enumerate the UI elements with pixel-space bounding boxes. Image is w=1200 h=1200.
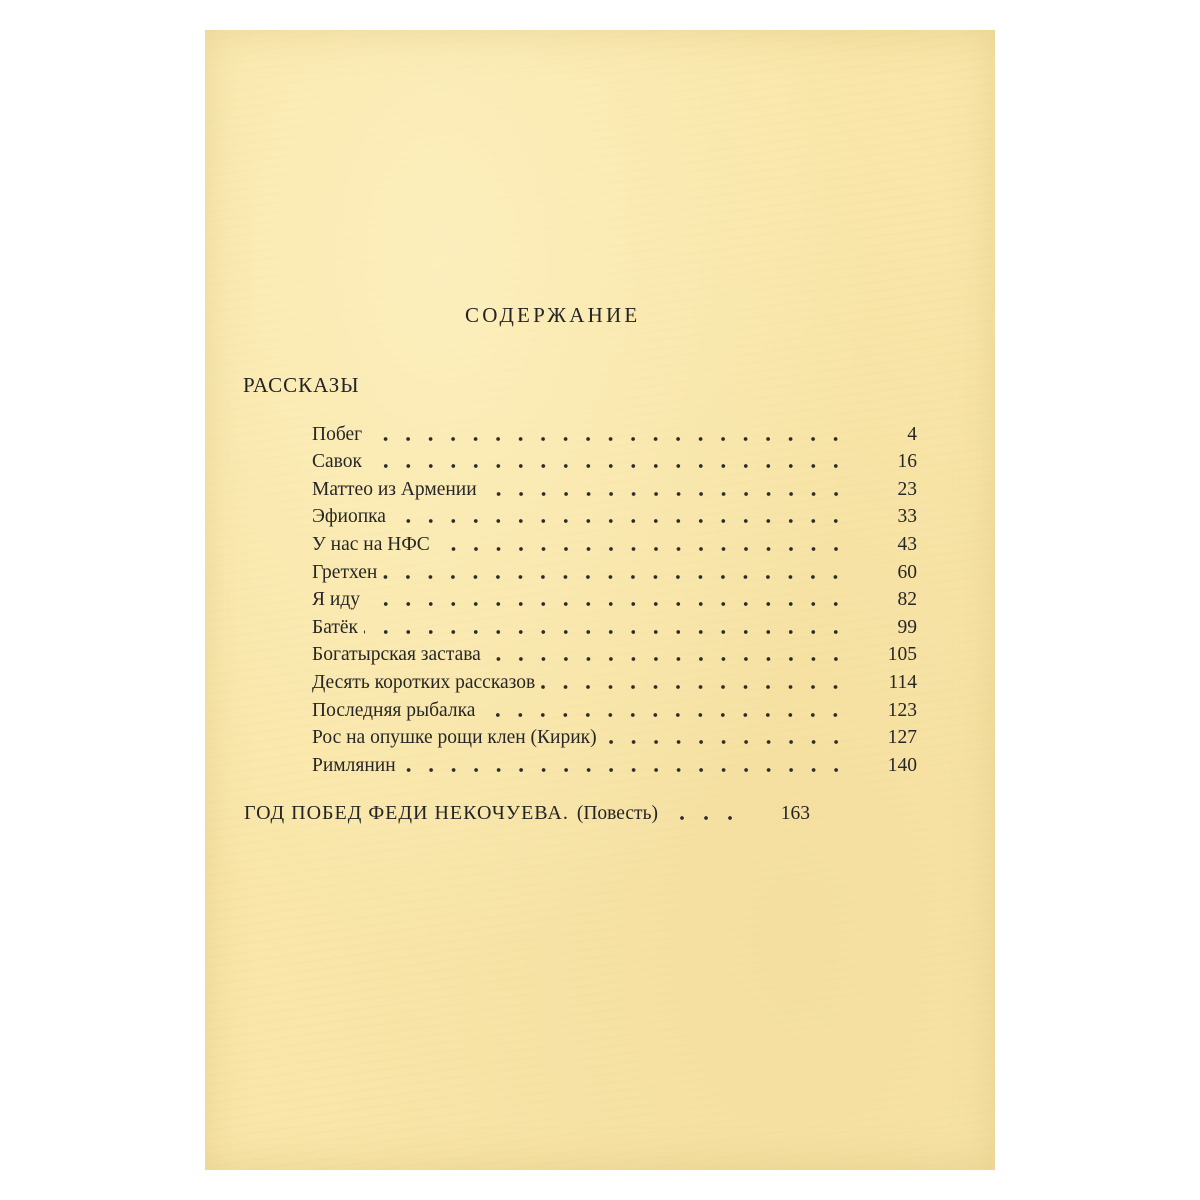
dot-leader: [368, 435, 847, 443]
entry-title: У нас на НФС: [312, 533, 430, 555]
toc-entry: [312, 446, 917, 474]
entry-page-number: 123: [887, 699, 917, 721]
entry-title: Рос на опушке рощи клен (Кирик): [312, 727, 597, 749]
entry-title: Последняя рыбалка: [312, 699, 476, 721]
toc-entry: [312, 639, 917, 667]
entry-title: Римлянин: [312, 754, 396, 776]
toc-entry: [312, 501, 917, 529]
toc-entry-novella: [244, 802, 917, 825]
toc-entry: [312, 694, 917, 722]
entry-title: Гретхен: [312, 561, 378, 583]
entry-page-number: 43: [897, 533, 917, 555]
entry-page-number: 16: [897, 451, 917, 473]
entry-page-number: 140: [887, 754, 917, 776]
dot-leader: [366, 600, 847, 608]
toc-entry: [312, 749, 917, 777]
toc-entry: [312, 611, 917, 639]
entry-title: Савок: [312, 451, 362, 473]
toc-title: СОДЕРЖАНИЕ: [465, 303, 641, 327]
dot-leader: [364, 628, 847, 636]
entry-page-number: 99: [897, 616, 917, 638]
dot-leader: [481, 711, 847, 719]
dot-leader: [368, 462, 847, 470]
section-heading-stories: РАССКАЗЫ: [243, 373, 360, 397]
entry-page-number: 33: [897, 506, 917, 528]
dot-leader: [487, 655, 847, 663]
entry-title: Батёк: [312, 616, 358, 638]
entry-title: Побег: [312, 423, 363, 445]
novella-page-number: 163: [780, 803, 810, 824]
toc-entry: [312, 473, 917, 501]
dot-leader: [603, 738, 847, 746]
entry-title: Маттео из Армении: [312, 478, 477, 500]
dot-leader: [436, 545, 847, 553]
dot-leader: [392, 517, 847, 525]
toc-entry: [312, 528, 917, 556]
dot-leader: [402, 766, 847, 774]
novella-title: ГОД ПОБЕД ФЕДИ НЕКОЧУЕВА.: [244, 802, 569, 824]
entry-title: Богатырская застава: [312, 644, 481, 666]
dot-leader: [483, 490, 847, 498]
toc-entry: [312, 584, 917, 612]
toc-entry-list: [312, 418, 917, 777]
toc-entry: [312, 556, 917, 584]
entry-page-number: 60: [897, 561, 917, 583]
entry-page-number: 4: [907, 423, 917, 445]
entry-title: Я иду: [312, 589, 360, 611]
dot-leader: [383, 573, 847, 581]
toc-entry: [312, 666, 917, 694]
dot-leader: [672, 814, 742, 822]
entry-title: Десять коротких рассказов: [312, 671, 536, 693]
entry-title: Эфиопка: [312, 506, 386, 528]
entry-page-number: 127: [887, 727, 917, 749]
entry-page-number: 114: [888, 671, 917, 693]
novella-note: (Повесть): [576, 803, 658, 824]
entry-page-number: 105: [887, 644, 917, 666]
entry-page-number: 23: [897, 478, 917, 500]
toc-entry: [312, 418, 917, 446]
entry-page-number: 82: [897, 589, 917, 611]
toc-entry: [312, 722, 917, 750]
dot-leader: [541, 683, 847, 691]
